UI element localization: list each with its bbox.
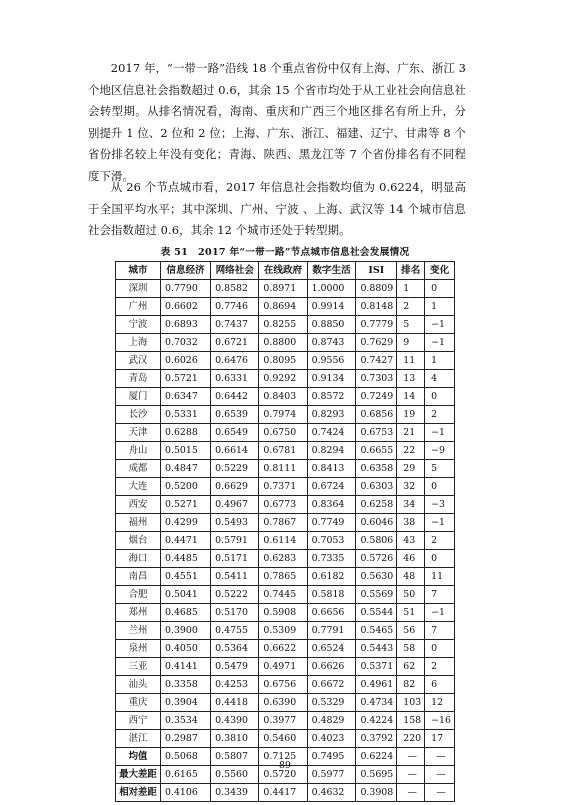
cell-info-economy: 0.5721: [161, 370, 211, 388]
cell-online-government: 0.8694: [259, 298, 307, 316]
table-row: [116, 352, 455, 370]
cell-change: —: [425, 748, 455, 766]
cell-rank: 1: [397, 280, 425, 298]
cell-digital-life: 0.4632: [307, 784, 356, 802]
cell-online-government: 0.7371: [259, 478, 307, 496]
cell-rank: 9: [397, 334, 425, 352]
cell-info-economy: 0.4471: [161, 532, 211, 550]
cell-online-government: 0.7865: [259, 568, 307, 586]
cell-digital-life: 0.9134: [307, 370, 356, 388]
paragraph-provinces: 2017 年，“一带一路”沿线 18 个重点省份中仅有上海、广东、浙江 3 个地区信息社会指数超过 0.6，其余 15 个省市均处于从工业社会向信息社会转型期。从排名情况看，海南、重庆和广西三个地区排名有所上升，分别提升 1 位、2 位和 2 位；上海、广东、浙江、福建、辽宁、甘肃等 8 个省份排名较上年没有变化；青海、陕西、黑龙江等 7 个省份排名有不同程度下滑。: [88, 61, 466, 183]
cell-rank: 43: [397, 532, 425, 550]
cell-city: 福州: [116, 514, 161, 532]
cell-change: 0: [425, 550, 455, 568]
cell-info-economy: 0.5041: [161, 586, 211, 604]
cell-digital-life: 0.9556: [307, 352, 356, 370]
city-isi-table: [115, 261, 455, 802]
cell-network-society: 0.4755: [211, 622, 259, 640]
cell-digital-life: 0.7749: [307, 514, 356, 532]
cell-digital-life: 0.8572: [307, 388, 356, 406]
cell-info-economy: 0.5271: [161, 496, 211, 514]
cell-isi: 0.8148: [356, 298, 397, 316]
cell-info-economy: 0.5331: [161, 406, 211, 424]
cell-info-economy: 0.4050: [161, 640, 211, 658]
cell-city: 三亚: [116, 658, 161, 676]
cell-network-society: 0.6721: [211, 334, 259, 352]
table-row: [116, 316, 455, 334]
cell-digital-life: 0.6182: [307, 568, 356, 586]
cell-online-government: 0.6114: [259, 532, 307, 550]
cell-isi: 0.6856: [356, 406, 397, 424]
header-digital-life: 数字生活: [307, 262, 356, 280]
cell-online-government: 0.6773: [259, 496, 307, 514]
cell-network-society: 0.6614: [211, 442, 259, 460]
cell-city: 重庆: [116, 694, 161, 712]
cell-change: −16: [425, 712, 455, 730]
cell-rank: 46: [397, 550, 425, 568]
cell-digital-life: 0.7053: [307, 532, 356, 550]
cell-city: 舟山: [116, 442, 161, 460]
cell-change: −3: [425, 496, 455, 514]
cell-digital-life: 0.8743: [307, 334, 356, 352]
cell-isi: 0.7427: [356, 352, 397, 370]
cell-digital-life: 0.7424: [307, 424, 356, 442]
cell-isi: 0.5569: [356, 586, 397, 604]
cell-change: 0: [425, 280, 455, 298]
cell-network-society: 0.6331: [211, 370, 259, 388]
header-rank: 排名: [397, 262, 425, 280]
cell-digital-life: 0.4829: [307, 712, 356, 730]
cell-digital-life: 0.6724: [307, 478, 356, 496]
cell-info-economy: 0.4551: [161, 568, 211, 586]
cell-city: 宁波: [116, 316, 161, 334]
cell-change: −1: [425, 316, 455, 334]
cell-isi: 0.6358: [356, 460, 397, 478]
cell-isi: 0.6303: [356, 478, 397, 496]
cell-network-society: 0.3810: [211, 730, 259, 748]
cell-info-economy: 0.4106: [161, 784, 211, 802]
cell-online-government: 0.6750: [259, 424, 307, 442]
cell-isi: 0.5544: [356, 604, 397, 622]
cell-digital-life: 0.8413: [307, 460, 356, 478]
cell-network-society: 0.6442: [211, 388, 259, 406]
cell-info-economy: 0.5068: [161, 748, 211, 766]
cell-info-economy: 0.6288: [161, 424, 211, 442]
cell-rank: 158: [397, 712, 425, 730]
cell-isi: 0.5726: [356, 550, 397, 568]
cell-info-economy: 0.3900: [161, 622, 211, 640]
cell-rank: 5: [397, 316, 425, 334]
cell-info-economy: 0.3358: [161, 676, 211, 694]
cell-rank: 14: [397, 388, 425, 406]
cell-rank: 11: [397, 352, 425, 370]
cell-info-economy: 0.5200: [161, 478, 211, 496]
cell-digital-life: 0.6626: [307, 658, 356, 676]
cell-network-society: 0.5791: [211, 532, 259, 550]
cell-digital-life: 0.7791: [307, 622, 356, 640]
paragraph-cities: 从 26 个节点城市看，2017 年信息社会指数均值为 0.6224，明显高于全国平均水平；其中深圳、广州、宁波 、上海、武汉等 14 个城市信息社会指数超过 0.6，其余 12 个城市还处于转型期。: [88, 180, 466, 238]
cell-network-society: 0.5411: [211, 568, 259, 586]
cell-info-economy: 0.5015: [161, 442, 211, 460]
cell-city: 深圳: [116, 280, 161, 298]
cell-info-economy: 0.6026: [161, 352, 211, 370]
cell-city: 海口: [116, 550, 161, 568]
cell-digital-life: 0.4023: [307, 730, 356, 748]
table-summary-row: [116, 784, 455, 802]
cell-online-government: 0.7867: [259, 514, 307, 532]
cell-info-economy: 0.3904: [161, 694, 211, 712]
cell-digital-life: 0.8364: [307, 496, 356, 514]
header-city: 城市: [116, 262, 161, 280]
cell-rank: 56: [397, 622, 425, 640]
cell-info-economy: 0.6165: [161, 766, 211, 784]
cell-city: 汕头: [116, 676, 161, 694]
cell-network-society: 0.3439: [211, 784, 259, 802]
cell-online-government: 0.6390: [259, 694, 307, 712]
cell-isi: 0.6046: [356, 514, 397, 532]
cell-info-economy: 0.4847: [161, 460, 211, 478]
table-row: [116, 658, 455, 676]
cell-rank: 2: [397, 298, 425, 316]
cell-network-society: 0.6539: [211, 406, 259, 424]
table-row: [116, 442, 455, 460]
cell-digital-life: 0.7495: [307, 748, 356, 766]
table-row: [116, 730, 455, 748]
table-row: [116, 712, 455, 730]
cell-isi: 0.4961: [356, 676, 397, 694]
cell-network-society: 0.5229: [211, 460, 259, 478]
cell-online-government: 0.4417: [259, 784, 307, 802]
cell-isi: 0.5806: [356, 532, 397, 550]
cell-change: 5: [425, 460, 455, 478]
cell-isi: 0.6258: [356, 496, 397, 514]
cell-isi: 0.5630: [356, 568, 397, 586]
cell-isi: 0.5443: [356, 640, 397, 658]
cell-info-economy: 0.4485: [161, 550, 211, 568]
cell-digital-life: 0.6672: [307, 676, 356, 694]
cell-rank: 220: [397, 730, 425, 748]
table-row: [116, 388, 455, 406]
cell-change: 2: [425, 658, 455, 676]
table-row: [116, 478, 455, 496]
cell-online-government: 0.8403: [259, 388, 307, 406]
cell-city: 西安: [116, 496, 161, 514]
cell-city: 郑州: [116, 604, 161, 622]
cell-rank: 32: [397, 478, 425, 496]
cell-change: 6: [425, 676, 455, 694]
cell-network-society: 0.8582: [211, 280, 259, 298]
cell-network-society: 0.4418: [211, 694, 259, 712]
cell-network-society: 0.5364: [211, 640, 259, 658]
header-change: 变化: [425, 262, 455, 280]
cell-network-society: 0.4967: [211, 496, 259, 514]
cell-change: 0: [425, 388, 455, 406]
cell-online-government: 0.8111: [259, 460, 307, 478]
cell-rank: 48: [397, 568, 425, 586]
header-info-economy: 信息经济: [161, 262, 211, 280]
table-row: [116, 532, 455, 550]
cell-online-government: 0.7974: [259, 406, 307, 424]
cell-online-government: 0.5460: [259, 730, 307, 748]
cell-network-society: 0.5560: [211, 766, 259, 784]
cell-isi: 0.7779: [356, 316, 397, 334]
cell-network-society: 0.4253: [211, 676, 259, 694]
cell-online-government: 0.5720: [259, 766, 307, 784]
cell-network-society: 0.6476: [211, 352, 259, 370]
cell-isi: 0.5465: [356, 622, 397, 640]
table-row: [116, 514, 455, 532]
cell-digital-life: 1.0000: [307, 280, 356, 298]
cell-city: 相对差距: [116, 784, 161, 802]
cell-info-economy: 0.6893: [161, 316, 211, 334]
cell-isi: 0.7303: [356, 370, 397, 388]
cell-rank: 21: [397, 424, 425, 442]
cell-digital-life: 0.8294: [307, 442, 356, 460]
cell-network-society: 0.4390: [211, 712, 259, 730]
cell-network-society: 0.7746: [211, 298, 259, 316]
cell-isi: 0.5371: [356, 658, 397, 676]
cell-city: 泉州: [116, 640, 161, 658]
cell-city: 均值: [116, 748, 161, 766]
cell-rank: 34: [397, 496, 425, 514]
table-row: [116, 586, 455, 604]
cell-city: 武汉: [116, 352, 161, 370]
cell-digital-life: 0.8850: [307, 316, 356, 334]
cell-rank: 62: [397, 658, 425, 676]
cell-network-society: 0.7437: [211, 316, 259, 334]
cell-digital-life: 0.7335: [307, 550, 356, 568]
cell-change: −9: [425, 442, 455, 460]
cell-city: 厦门: [116, 388, 161, 406]
cell-isi: 0.7629: [356, 334, 397, 352]
cell-city: 广州: [116, 298, 161, 316]
cell-info-economy: 0.6347: [161, 388, 211, 406]
cell-city: 成都: [116, 460, 161, 478]
cell-info-economy: 0.7032: [161, 334, 211, 352]
cell-isi: 0.6753: [356, 424, 397, 442]
cell-info-economy: 0.2987: [161, 730, 211, 748]
cell-rank: 103: [397, 694, 425, 712]
table-row: [116, 298, 455, 316]
cell-city: 湛江: [116, 730, 161, 748]
cell-digital-life: 0.6524: [307, 640, 356, 658]
header-online-government: 在线政府: [259, 262, 307, 280]
cell-isi: 0.6224: [356, 748, 397, 766]
cell-change: 12: [425, 694, 455, 712]
cell-change: 11: [425, 568, 455, 586]
cell-isi: 0.7249: [356, 388, 397, 406]
cell-online-government: 0.5309: [259, 622, 307, 640]
cell-online-government: 0.8255: [259, 316, 307, 334]
cell-isi: 0.4734: [356, 694, 397, 712]
header-isi: ISI: [356, 262, 397, 280]
header-network-society: 网络社会: [211, 262, 259, 280]
cell-info-economy: 0.6602: [161, 298, 211, 316]
table-row: [116, 604, 455, 622]
cell-change: 1: [425, 352, 455, 370]
cell-rank: 19: [397, 406, 425, 424]
cell-network-society: 0.5171: [211, 550, 259, 568]
cell-city: 南昌: [116, 568, 161, 586]
cell-isi: 0.4224: [356, 712, 397, 730]
cell-online-government: 0.6283: [259, 550, 307, 568]
table-row: [116, 406, 455, 424]
cell-change: —: [425, 784, 455, 802]
cell-online-government: 0.7125: [259, 748, 307, 766]
cell-info-economy: 0.7790: [161, 280, 211, 298]
cell-city: 合肥: [116, 586, 161, 604]
cell-online-government: 0.6622: [259, 640, 307, 658]
cell-info-economy: 0.3534: [161, 712, 211, 730]
cell-rank: —: [397, 748, 425, 766]
cell-rank: 50: [397, 586, 425, 604]
cell-change: 2: [425, 406, 455, 424]
cell-online-government: 0.5908: [259, 604, 307, 622]
table-row: [116, 622, 455, 640]
cell-rank: 29: [397, 460, 425, 478]
cell-digital-life: 0.5977: [307, 766, 356, 784]
cell-change: −1: [425, 424, 455, 442]
cell-city: 兰州: [116, 622, 161, 640]
cell-info-economy: 0.4299: [161, 514, 211, 532]
cell-network-society: 0.5493: [211, 514, 259, 532]
cell-isi: 0.3792: [356, 730, 397, 748]
table-body: [116, 280, 455, 802]
cell-city: 烟台: [116, 532, 161, 550]
cell-online-government: 0.8800: [259, 334, 307, 352]
table-row: [116, 280, 455, 298]
cell-city: 长沙: [116, 406, 161, 424]
cell-city: 青岛: [116, 370, 161, 388]
cell-digital-life: 0.5818: [307, 586, 356, 604]
cell-rank: 58: [397, 640, 425, 658]
cell-online-government: 0.8971: [259, 280, 307, 298]
cell-online-government: 0.6781: [259, 442, 307, 460]
cell-network-society: 0.5170: [211, 604, 259, 622]
cell-change: 0: [425, 640, 455, 658]
cell-rank: 38: [397, 514, 425, 532]
cell-change: −1: [425, 514, 455, 532]
cell-rank: 22: [397, 442, 425, 460]
table-header-row: [116, 262, 455, 280]
table-caption: 表 51 2017 年“一带一路”节点城市信息社会发展情况: [160, 247, 410, 258]
cell-rank: 82: [397, 676, 425, 694]
cell-digital-life: 0.9914: [307, 298, 356, 316]
cell-change: −1: [425, 334, 455, 352]
cell-isi: 0.6655: [356, 442, 397, 460]
cell-city: 大连: [116, 478, 161, 496]
table-row: [116, 370, 455, 388]
cell-online-government: 0.8095: [259, 352, 307, 370]
cell-network-society: 0.5222: [211, 586, 259, 604]
cell-rank: —: [397, 784, 425, 802]
cell-isi: 0.3908: [356, 784, 397, 802]
cell-rank: 13: [397, 370, 425, 388]
cell-change: 2: [425, 532, 455, 550]
table-row: [116, 676, 455, 694]
cell-online-government: 0.3977: [259, 712, 307, 730]
cell-network-society: 0.5479: [211, 658, 259, 676]
cell-change: 17: [425, 730, 455, 748]
table-row: [116, 496, 455, 514]
cell-rank: 51: [397, 604, 425, 622]
cell-online-government: 0.7445: [259, 586, 307, 604]
cell-change: —: [425, 766, 455, 784]
cell-change: −1: [425, 604, 455, 622]
cell-info-economy: 0.4141: [161, 658, 211, 676]
cell-digital-life: 0.6656: [307, 604, 356, 622]
cell-change: 0: [425, 478, 455, 496]
cell-city: 最大差距: [116, 766, 161, 784]
cell-isi: 0.8809: [356, 280, 397, 298]
table-row: [116, 694, 455, 712]
cell-digital-life: 0.8293: [307, 406, 356, 424]
table-row: [116, 568, 455, 586]
table-row: [116, 424, 455, 442]
table-row: [116, 550, 455, 568]
cell-network-society: 0.6629: [211, 478, 259, 496]
cell-change: 1: [425, 298, 455, 316]
cell-online-government: 0.4971: [259, 658, 307, 676]
table-row: [116, 640, 455, 658]
cell-change: 4: [425, 370, 455, 388]
cell-city: 天津: [116, 424, 161, 442]
cell-network-society: 0.6549: [211, 424, 259, 442]
cell-rank: —: [397, 766, 425, 784]
cell-city: 上海: [116, 334, 161, 352]
cell-change: 7: [425, 586, 455, 604]
cell-city: 西宁: [116, 712, 161, 730]
cell-online-government: 0.6756: [259, 676, 307, 694]
cell-network-society: 0.5807: [211, 748, 259, 766]
cell-change: 7: [425, 622, 455, 640]
page-number: 89: [279, 760, 291, 771]
cell-online-government: 0.9292: [259, 370, 307, 388]
cell-digital-life: 0.5329: [307, 694, 356, 712]
cell-info-economy: 0.4685: [161, 604, 211, 622]
table-row: [116, 334, 455, 352]
table-row: [116, 460, 455, 478]
cell-isi: 0.5695: [356, 766, 397, 784]
